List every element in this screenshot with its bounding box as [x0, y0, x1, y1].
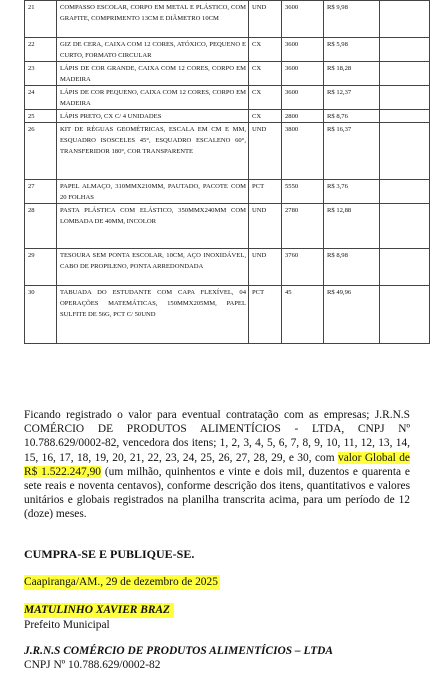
item-quantity: 3600	[282, 62, 324, 86]
item-unit-value: R$ 9,98	[324, 1, 380, 38]
item-unit: CX	[249, 110, 282, 123]
item-unit: CX	[249, 38, 282, 62]
item-unit-value: R$ 8,98	[324, 249, 380, 286]
item-total-value	[380, 204, 430, 249]
item-total-value	[380, 1, 430, 38]
item-total-value	[380, 249, 430, 286]
item-quantity: 3760	[282, 249, 324, 286]
paragraph-text-before: Ficando registrado o valor para eventual contratação com as empresas; J.R.N.S COMÉRCIO DE PRODUTOS ALIMENTÍCIOS - LTDA, CNPJ Nº 10.788.629/0002-82, vencedora dos itens; 1, 2, 3, 4, 5, 6, 7, 8, 9, 10, 11, 12, 13, 14, 15, 16, 17, 18, 19, 20, 21, 22, 23, 24, 25, 26, 27, 28, 29, e 30, com	[24, 409, 410, 464]
item-quantity: 45	[282, 286, 324, 344]
item-number: 26	[25, 123, 57, 180]
item-unit-value: R$ 49,96	[324, 286, 380, 344]
signatory-name: MATULINHO XAVIER BRAZ	[24, 603, 174, 618]
item-unit-value: R$ 12,37	[324, 86, 380, 110]
item-unit-value: R$ 3,76	[324, 180, 380, 204]
table-row	[25, 1, 430, 38]
item-description: PASTA PLÁSTICA COM ELÁSTICO, 350MMX240MM COM LOMBADA DE 40MM, INCOLOR	[57, 204, 249, 249]
item-unit-value: R$ 12,88	[324, 204, 380, 249]
registration-paragraph	[24, 408, 410, 522]
item-quantity: 3600	[282, 1, 324, 38]
item-unit: UND	[249, 204, 282, 249]
item-unit: UND	[249, 249, 282, 286]
item-number: 23	[25, 62, 57, 86]
item-unit: PCT	[249, 180, 282, 204]
item-number: 25	[25, 110, 57, 123]
item-total-value	[380, 110, 430, 123]
table-row	[25, 62, 430, 86]
place-date: Caapiranga/AM., 29 de dezembro de 2025	[24, 576, 218, 588]
item-quantity: 2800	[282, 110, 324, 123]
item-unit: UND	[249, 123, 282, 180]
item-description: KIT DE RÉGUAS GEOMÉTRICAS, ESCALA EM CM E MM, ESQUADRO ISOSCELES 45°, ESQUADRO ESCALENO 60°, TRANSFERIDOR 180°, COR TRANSPARENTE	[57, 123, 249, 180]
item-unit-value: R$ 8,76	[324, 110, 380, 123]
item-number: 30	[25, 286, 57, 344]
item-description: PAPEL ALMAÇO, 310MMX210MM, PAUTADO, PACOTE COM 20 FOLHAS	[57, 180, 249, 204]
table-row	[25, 123, 430, 180]
item-unit: CX	[249, 86, 282, 110]
item-number: 21	[25, 1, 57, 38]
items-table-body	[25, 1, 430, 344]
global-value-highlight: valor Global de R$ 1.522.247,90	[24, 451, 410, 478]
item-description: TABUADA DO ESTUDANTE COM CAPA FLEXÍVEL, 04 OPERAÇÕES MATEMÁTICAS, 150MMX205MM, PAPEL SULFITE DE 56G, PCT C/ 50UND	[57, 286, 249, 344]
item-unit: UND	[249, 1, 282, 38]
item-number: 29	[25, 249, 57, 286]
item-unit-value: R$ 18,28	[324, 62, 380, 86]
item-total-value	[380, 62, 430, 86]
item-total-value	[380, 286, 430, 344]
item-unit: PCT	[249, 286, 282, 344]
item-unit-value: R$ 5,98	[324, 38, 380, 62]
item-description: LÁPIS PRETO, CX C/ 4 UNIDADES	[57, 110, 249, 123]
table-row	[25, 180, 430, 204]
item-unit: CX	[249, 62, 282, 86]
signatory-title: Prefeito Municipal	[24, 619, 110, 631]
item-total-value	[380, 38, 430, 62]
table-row	[25, 249, 430, 286]
table-row	[25, 110, 430, 123]
company-cnpj: CNPJ Nº 10.788.629/0002-82	[24, 659, 161, 671]
item-total-value	[380, 123, 430, 180]
item-quantity: 3800	[282, 123, 324, 180]
item-number: 27	[25, 180, 57, 204]
item-quantity: 3600	[282, 86, 324, 110]
item-quantity: 5550	[282, 180, 324, 204]
table-row	[25, 204, 430, 249]
table-row	[25, 86, 430, 110]
item-description: LÁPIS DE COR PEQUENO, CAIXA COM 12 CORES, CORPO EM MADEIRA	[57, 86, 249, 110]
company-name: J.R.N.S COMÉRCIO DE PRODUTOS ALIMENTÍCIOS – LTDA	[24, 645, 333, 657]
table-row	[25, 38, 430, 62]
item-number: 24	[25, 86, 57, 110]
item-number: 28	[25, 204, 57, 249]
paragraph-text-after: (um milhão, quinhentos e vinte e dois mil, duzentos e quarenta e sete reais e noventa centavos), conforme descrição dos itens, quantitativos e valores unitários e globais registrados na planilha transcrita acima, para um período de 12 (doze) meses.	[24, 465, 410, 521]
item-description: GIZ DE CERA, CAIXA COM 12 CORES, ATÓXICO, PEQUENO E CURTO, FORMATO CIRCULAR	[57, 38, 249, 62]
item-number: 22	[25, 38, 57, 62]
items-table	[24, 0, 430, 344]
item-total-value	[380, 180, 430, 204]
closing-heading: CUMPRA-SE E PUBLIQUE-SE.	[24, 547, 195, 561]
item-quantity: 3600	[282, 38, 324, 62]
item-description: COMPASSO ESCOLAR, CORPO EM METAL E PLÁSTICO, COM GRAFITE, COMPRIMENTO 13CM E DIÂMETRO 10CM	[57, 1, 249, 38]
item-description: LÁPIS DE COR GRANDE, CAIXA COM 12 CORES, CORPO EM MADEIRA	[57, 62, 249, 86]
table-row	[25, 286, 430, 344]
item-total-value	[380, 86, 430, 110]
item-description: TESOURA SEM PONTA ESCOLAR, 10CM, AÇO INOXIDÁVEL, CABO DE PROPILENO, PONTA ARREDONDADA	[57, 249, 249, 286]
item-unit-value: R$ 16,37	[324, 123, 380, 180]
item-quantity: 2780	[282, 204, 324, 249]
